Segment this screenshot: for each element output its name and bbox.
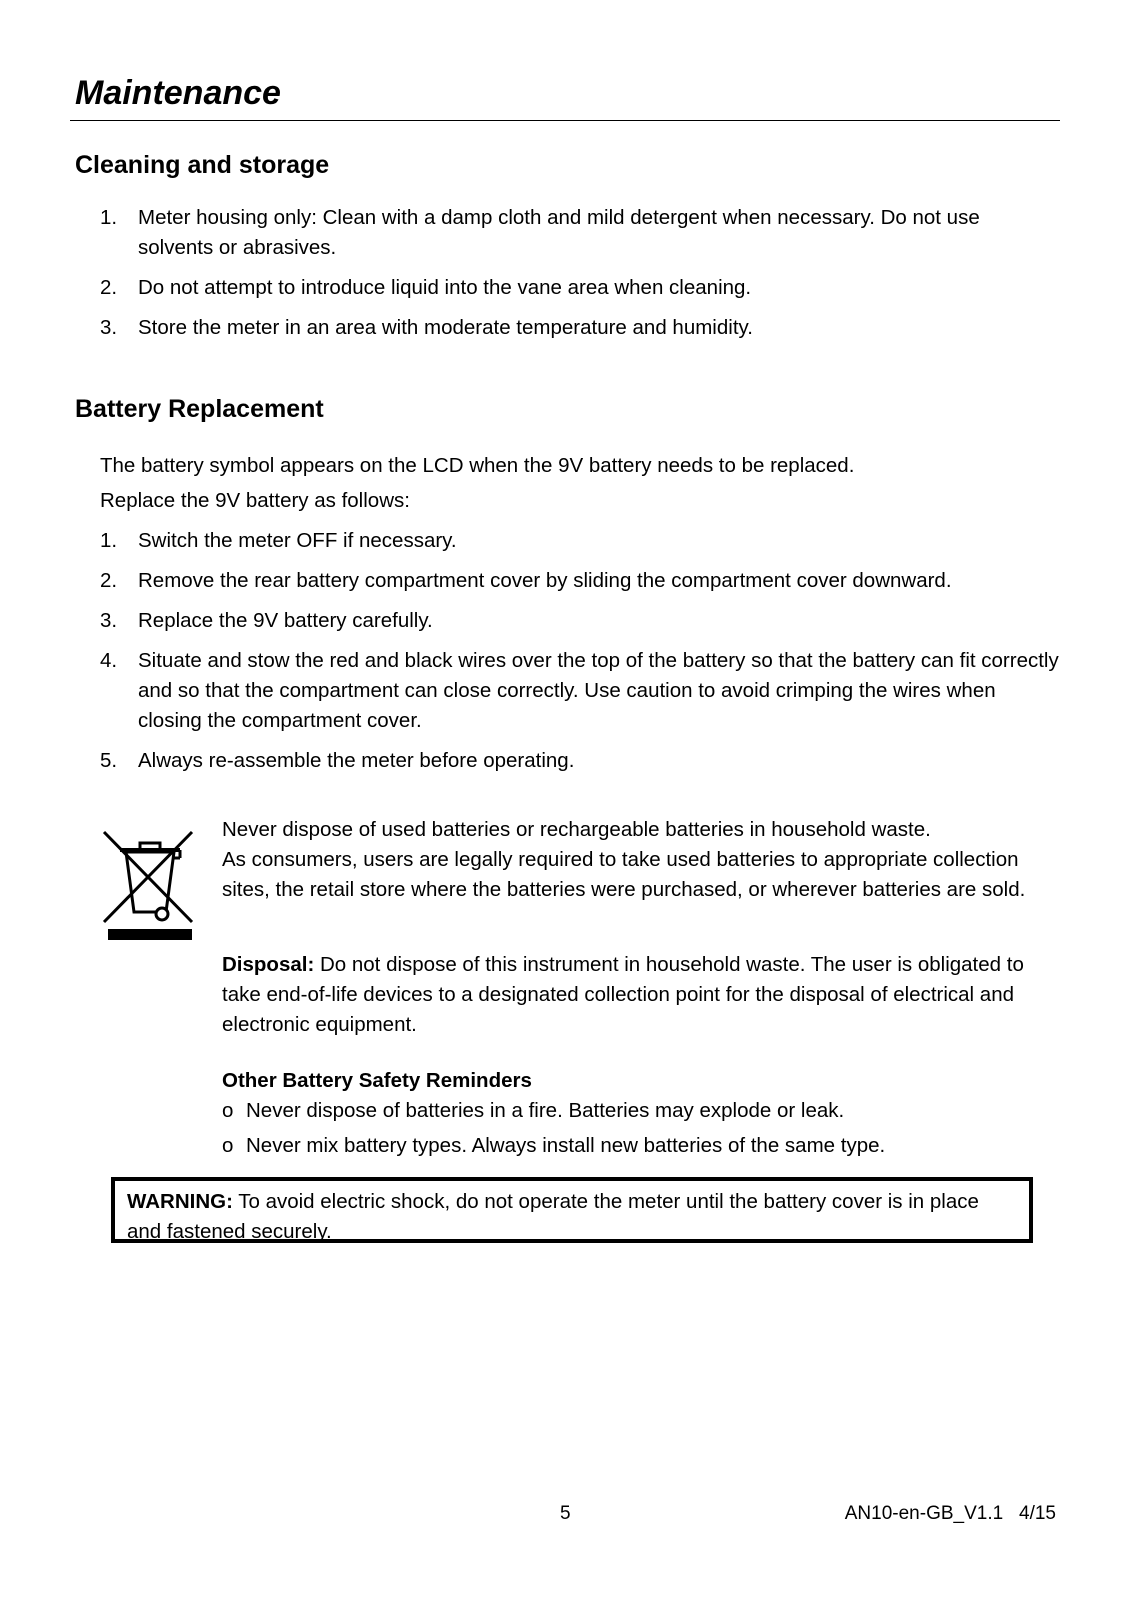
title-divider — [70, 120, 1060, 121]
crossed-out-wheelie-bin-icon — [100, 826, 200, 941]
battery-intro-steps: Replace the 9V battery as follows: — [100, 489, 410, 512]
instrument-disposal-notice: Disposal: Do not dispose of this instrument in household waste. The user is obligated to take end-of-life devices to a designated collection point for the disposal of electrical and electronic equipment. — [222, 953, 1024, 1036]
list-item: 1. Meter housing only: Clean with a damp cloth and mild detergent when necessary. Do not use solvents or abrasives. — [100, 206, 980, 259]
list-item: 1. Switch the meter OFF if necessary. — [100, 529, 457, 552]
list-item: 3. Replace the 9V battery carefully. — [100, 609, 433, 632]
cleaning-list — [100, 203, 1060, 353]
disposal-line: As consumers, users are legally required to take used batteries to appropriate collection sites, the retail store where the batteries were purchased, or wherever batteries are sold. — [222, 848, 1026, 901]
list-item: o Never dispose of batteries in a fire. Batteries may explode or leak. — [222, 1099, 845, 1122]
list-item: 2. Remove the rear battery compartment cover by sliding the compartment cover downward. — [100, 569, 952, 592]
battery-intro: The battery symbol appears on the LCD when the 9V battery needs to be replaced. — [100, 454, 855, 477]
document-id: AN10-en-GB_V1.1 4/15 — [844, 1503, 1056, 1524]
reminders-list — [222, 1096, 1060, 1166]
list-item: 3. Store the meter in an area with moderate temperature and humidity. — [100, 316, 753, 339]
page-number: 5 — [560, 1503, 571, 1524]
battery-heading: Battery Replacement — [75, 395, 324, 423]
list-item: 2. Do not attempt to introduce liquid into the vane area when cleaning. — [100, 276, 752, 299]
cleaning-heading: Cleaning and storage — [75, 151, 330, 179]
page-title: Maintenance — [75, 74, 281, 112]
warning-label: WARNING: — [127, 1190, 233, 1213]
warning-box: WARNING: To avoid electric shock, do not operate the meter until the battery cover is in place and fastened securely. — [111, 1177, 1033, 1243]
list-item: 5. Always re-assemble the meter before operating. — [100, 749, 575, 772]
disposal-line: Never dispose of used batteries or rechargeable batteries in household waste. — [222, 818, 931, 841]
battery-disposal-notice — [222, 815, 1060, 905]
list-item: 4. Situate and stow the red and black wires over the top of the battery so that the battery can fit correctly and so that the compartment can close correctly. Use caution to avoid crimping the wires when closing the compartment cover. — [100, 649, 1059, 732]
battery-steps-list — [100, 526, 1060, 786]
reminders-title: Other Battery Safety Reminders — [222, 1069, 532, 1092]
disposal-label: Disposal: — [222, 953, 315, 976]
list-item: o Never mix battery types. Always install new batteries of the same type. — [222, 1134, 886, 1157]
